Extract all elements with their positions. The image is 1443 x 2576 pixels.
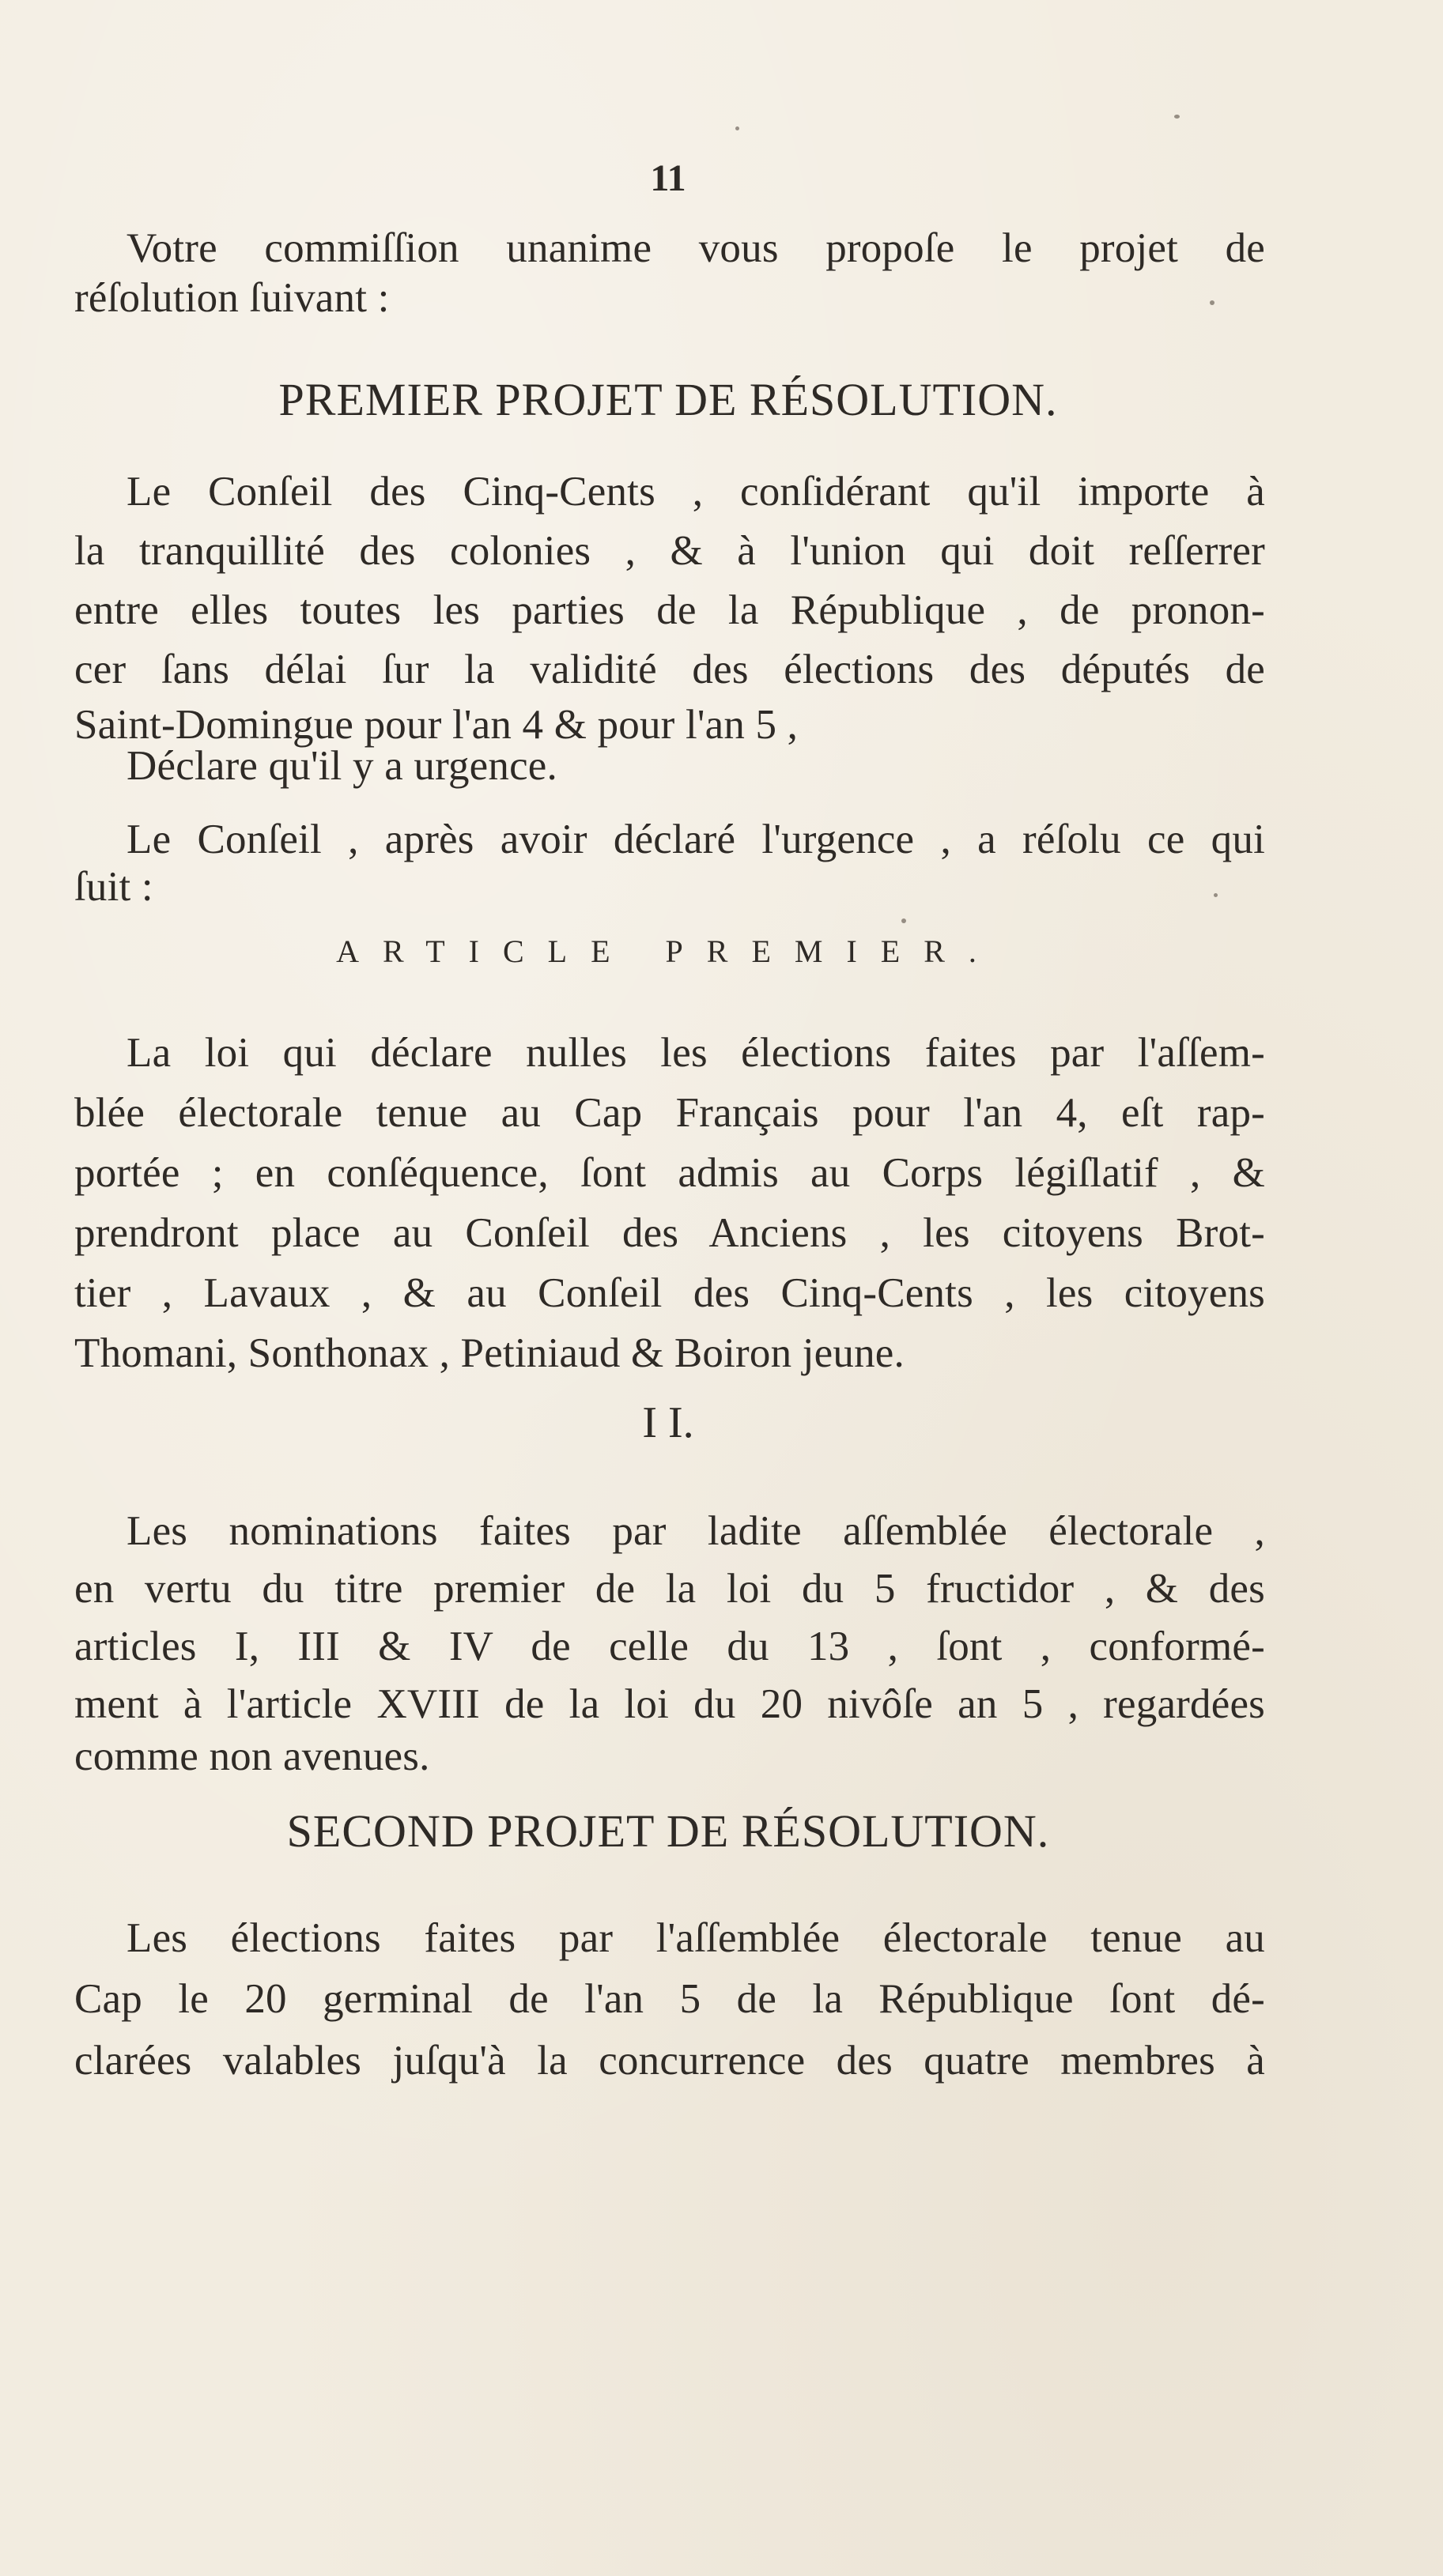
heading-second-project: SECOND PROJET DE RÉSOLUTION.	[286, 1805, 1050, 1857]
para1-line-5: Saint-Domingue pour l'an 4 & pour l'an 5 ,	[74, 702, 799, 748]
paper-speck	[735, 126, 739, 130]
urgency-line: Déclare qu'il y a urgence.	[127, 743, 557, 789]
paper-speck	[1214, 893, 1218, 897]
para3-line-2: ſuit :	[74, 864, 153, 910]
paper-speck	[1174, 115, 1180, 119]
article1-line-3: portée ; en conſéquence, ſont admis au Corps légiſlatif , &	[74, 1150, 1265, 1196]
paper-speck	[901, 918, 906, 923]
article-title: ARTICLE PREMIER.	[336, 933, 1000, 969]
article2-line-5: comme non avenues.	[74, 1733, 430, 1779]
para1-line-3: entre elles toutes les parties de la République , de pronon-	[74, 587, 1265, 633]
page-number: 11	[650, 157, 686, 199]
para4-line-3: clarées valables juſqu'à la concurrence des quatre membres à	[74, 2038, 1265, 2084]
article2-line-3: articles I, III & IV de celle du 13 , ſont , conformé-	[74, 1624, 1265, 1669]
article1-line-4: prendront place au Conſeil des Anciens , les citoyens Brot-	[74, 1210, 1265, 1256]
para1-line-4: cer ſans délai ſur la validité des élections des députés de	[74, 647, 1265, 692]
para4-line-1: Les élections faites par l'aſſemblée électorale tenue au	[127, 1915, 1265, 1961]
para3-line-1: Le Conſeil , après avoir déclaré l'urgence , a réſolu ce qui	[127, 817, 1265, 862]
article1-line-2: blée électorale tenue au Cap Français pour l'an 4, eſt rap-	[74, 1090, 1265, 1136]
article2-line-4: ment à l'article XVIII de la loi du 20 nivôſe an 5 , regardées	[74, 1681, 1265, 1727]
para1-line-2: la tranquillité des colonies , & à l'union qui doit reſſerrer	[74, 528, 1265, 574]
article1-line-6: Thomani, Sonthonax , Petiniaud & Boiron jeune.	[74, 1330, 905, 1376]
heading-first-project: PREMIER PROJET DE RÉSOLUTION.	[278, 374, 1058, 425]
para1-line-1: Le Conſeil des Cinq-Cents , conſidérant qu'il importe à	[127, 469, 1265, 515]
article-2-number: I I.	[642, 1398, 694, 1447]
paper-speck	[1210, 300, 1214, 305]
article1-line-1: La loi qui déclare nulles les élections faites par l'aſſem-	[127, 1030, 1265, 1076]
article2-line-2: en vertu du titre premier de la loi du 5 fructidor , & des	[74, 1566, 1265, 1612]
article1-line-5: tier , Lavaux , & au Conſeil des Cinq-Cents , les citoyens	[74, 1270, 1265, 1316]
intro-line-1: Votre commiſſion unanime vous propoſe le projet de	[127, 225, 1265, 271]
article2-line-1: Les nominations faites par ladite aſſemblée électorale ,	[127, 1508, 1265, 1554]
para4-line-2: Cap le 20 germinal de l'an 5 de la République ſont dé-	[74, 1976, 1265, 2022]
intro-line-2: réſolution ſuivant :	[74, 275, 390, 321]
